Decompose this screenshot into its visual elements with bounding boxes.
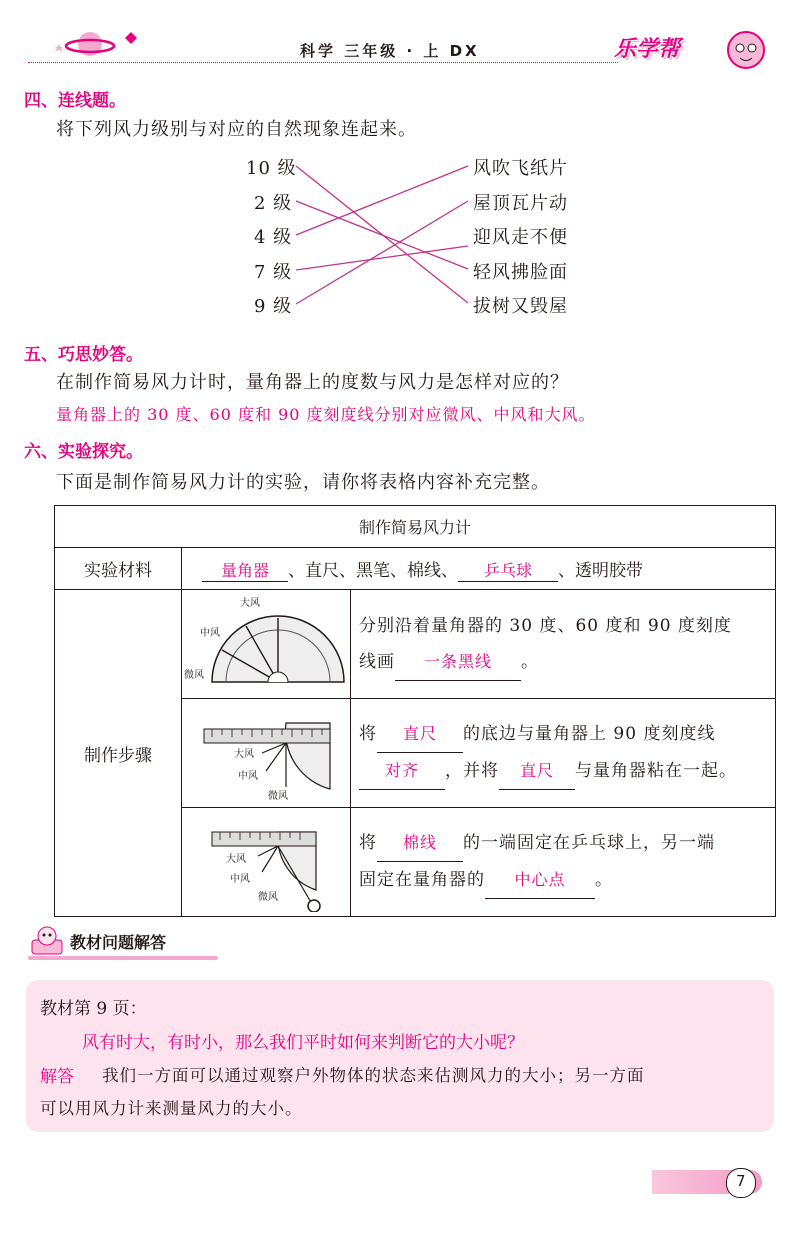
experiment-table bbox=[54, 505, 776, 917]
materials-blank-2: 乒乓球 bbox=[458, 558, 558, 582]
match-line-4 bbox=[296, 166, 468, 235]
protractor-diagram-2 bbox=[182, 699, 350, 803]
step2-blank3: 直尺 bbox=[499, 753, 575, 790]
step2-p2: 的底边与量角器上 90 度刻度线 bbox=[463, 724, 716, 744]
step2-figure bbox=[182, 699, 351, 808]
label-medium-1: 中风 bbox=[200, 628, 220, 639]
materials-end: 、透明胶带 bbox=[558, 560, 643, 581]
section6-instruction: 下面是制作简易风力计的实验，请你将表格内容补充完整。 bbox=[56, 472, 550, 493]
textbook-question: 风有时大，有时小，那么我们平时如何来判断它的大小呢？ bbox=[82, 1033, 524, 1053]
answer-line-2: 可以用风力计来测量风力的大小。 bbox=[40, 1099, 303, 1118]
label-strong-2: 大风 bbox=[234, 749, 254, 760]
step1-figure bbox=[182, 590, 351, 699]
label-strong-1: 大风 bbox=[240, 598, 260, 609]
materials-blank-1: 量角器 bbox=[202, 558, 288, 582]
protractor-diagram-3 bbox=[182, 808, 350, 912]
step3-p1: 将 bbox=[359, 833, 377, 853]
page-header-title: 科学 三年级 · 上 DX bbox=[300, 42, 480, 60]
step3-blank2: 中心点 bbox=[485, 862, 595, 899]
label-medium-3: 中风 bbox=[230, 874, 250, 885]
answer-label: 解答 bbox=[40, 1067, 74, 1087]
step2-p1: 将 bbox=[359, 724, 377, 744]
step1-blank: 一条黑线 bbox=[395, 644, 521, 681]
textbook-banner bbox=[28, 922, 218, 960]
textbook-banner-text: 教材问题解答 bbox=[70, 933, 167, 952]
phenomenon-2: 屋顶瓦片动 bbox=[473, 193, 568, 214]
step2-p4: 与量角器粘在一起。 bbox=[575, 761, 737, 781]
level-9: 9 级 bbox=[254, 296, 293, 317]
textbook-page-ref: 教材第 9 页： bbox=[40, 999, 147, 1019]
level-7: 7 级 bbox=[254, 262, 293, 283]
answer-line-1: 我们一方面可以通过观察户外物体的状态来估测风力的大小；另一方面 bbox=[102, 1066, 645, 1085]
materials-cell bbox=[182, 548, 776, 590]
step2-blank2: 对齐 bbox=[359, 753, 445, 790]
materials-mid: 、直尺、黑笔、棉线、 bbox=[288, 560, 458, 581]
step2-text bbox=[351, 699, 776, 808]
step3-figure bbox=[182, 808, 351, 917]
phenomenon-3: 迎风走不便 bbox=[473, 227, 568, 248]
label-weak-3: 微风 bbox=[258, 892, 278, 903]
step1-post: 。 bbox=[521, 651, 539, 672]
step3-blank1: 棉线 bbox=[377, 825, 463, 862]
step1-text bbox=[351, 590, 776, 699]
step3-text bbox=[351, 808, 776, 917]
match-line-9 bbox=[296, 201, 468, 304]
step1-pre2: 线画 bbox=[359, 651, 395, 672]
steps-label: 制作步骤 bbox=[55, 590, 182, 917]
label-medium-2: 中风 bbox=[238, 771, 258, 782]
step1-line1: 分别沿着量角器的 30 度、60 度和 90 度刻度 bbox=[359, 615, 732, 636]
page-number: 7 bbox=[736, 1172, 746, 1190]
step3-p3: 固定在量角器的 bbox=[359, 870, 485, 890]
section5-answer: 量角器上的 30 度、60 度和 90 度刻度线分别对应微风、中风和大风。 bbox=[56, 405, 596, 424]
level-2: 2 级 bbox=[254, 193, 293, 214]
step3-p4: 。 bbox=[595, 870, 613, 890]
materials-label: 实验材料 bbox=[55, 548, 182, 590]
phenomenon-4: 轻风拂脸面 bbox=[473, 262, 568, 283]
step3-p2: 的一端固定在乒乓球上，另一端 bbox=[463, 833, 715, 853]
label-strong-3: 大风 bbox=[226, 854, 246, 865]
table-title: 制作简易风力计 bbox=[55, 506, 776, 548]
match-line-2 bbox=[296, 201, 468, 269]
brand-text: 乐学帮 bbox=[614, 37, 681, 62]
phenomenon-5: 拔树又毁屋 bbox=[473, 296, 568, 317]
section5-question: 在制作简易风力计时，量角器上的度数与风力是怎样对应的？ bbox=[56, 372, 569, 393]
section6-title: 六、实验探究。 bbox=[24, 442, 143, 462]
mascot-small-icon bbox=[28, 924, 68, 958]
phenomenon-1: 风吹飞纸片 bbox=[473, 158, 568, 179]
protractor-diagram-1 bbox=[182, 590, 350, 694]
step2-p3: ，并将 bbox=[445, 761, 499, 781]
ping-pong-ball bbox=[308, 900, 320, 912]
label-weak-2: 微风 bbox=[268, 791, 288, 802]
step2-blank1: 直尺 bbox=[377, 716, 463, 753]
level-4: 4 级 bbox=[254, 227, 293, 248]
level-10: 10 级 bbox=[246, 158, 297, 179]
match-line-7 bbox=[296, 246, 468, 270]
matching-lines bbox=[0, 0, 800, 330]
section4-instruction: 将下列风力级别与对应的自然现象连起来。 bbox=[56, 119, 417, 140]
section5-title: 五、巧思妙答。 bbox=[24, 345, 143, 365]
section4-title: 四、连线题。 bbox=[24, 91, 126, 111]
label-weak-1: 微风 bbox=[184, 670, 204, 681]
